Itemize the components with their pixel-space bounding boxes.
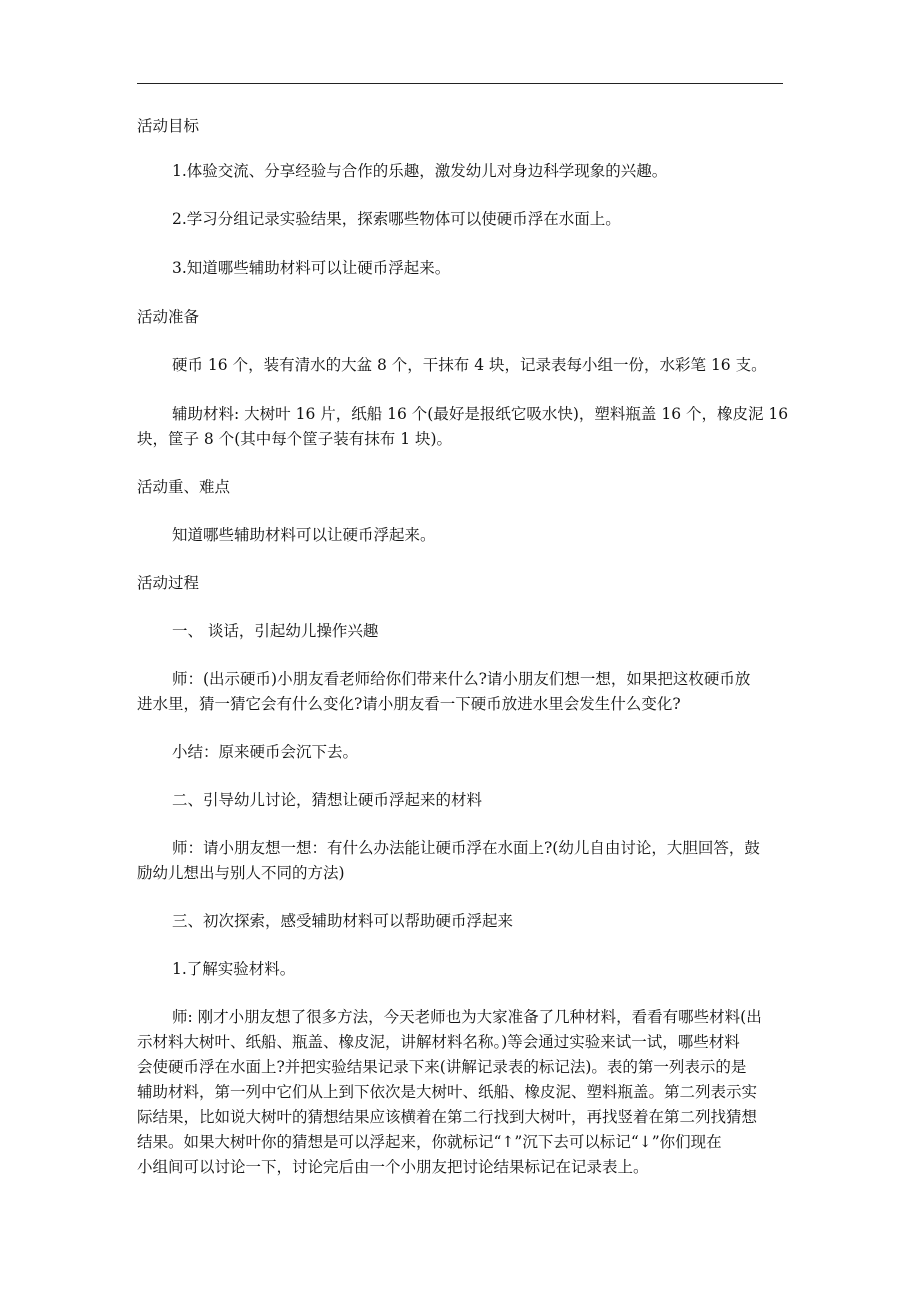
step3-line3: 会使硬币浮在水面上?并把实验结果记录下来(讲解记录表的标记法)。表的第一列表示的是 [137, 1058, 747, 1076]
goal-item-3: 3.知道哪些辅助材料可以让硬币浮起来。 [172, 259, 451, 277]
prep-item-2-line2: 块，筐子 8 个(其中每个筐子装有抹布 1 块)。 [137, 430, 453, 448]
prep-item-1: 硬币 16 个，装有清水的大盆 8 个，干抹布 4 块，记录表每小组一份，水彩笔 16 支。 [172, 356, 767, 374]
step2-line2: 励幼儿想出与别人不同的方法) [137, 864, 345, 882]
step1-summary: 小结：原来硬币会沉下去。 [172, 743, 359, 761]
step3-line1: 师: 刚才小朋友想了很多方法，今天老师也为大家准备了几种材料，看看有哪些材料(出 [172, 1008, 762, 1026]
step3-line2: 示材料大树叶、纸船、瓶盖、橡皮泥，讲解材料名称。)等会通过实验来试一试，哪些材料 [137, 1033, 740, 1051]
step3-title: 三、初次探索，感受辅助材料可以帮助硬币浮起来 [172, 912, 514, 930]
header-rule [137, 83, 783, 84]
step3-line5: 际结果，比如说大树叶的猜想结果应该横着在第二行找到大树叶，再找竖着在第二列找猜想 [137, 1108, 758, 1126]
step2-line1: 师：请小朋友想一想：有什么办法能让硬币浮在水面上?(幼儿自由讨论，大胆回答，鼓 [172, 839, 760, 857]
step1-title: 一、 谈话，引起幼儿操作兴趣 [172, 622, 379, 640]
step1-line2: 进水里，猜一猜它会有什么变化?请小朋友看一下硬币放进水里会发生什么变化? [137, 695, 681, 713]
step2-title: 二、引导幼儿讨论，猜想让硬币浮起来的材料 [172, 791, 483, 809]
section-title-goal: 活动目标 [137, 117, 200, 135]
goal-item-2: 2.学习分组记录实验结果，探索哪些物体可以使硬币浮在水面上。 [172, 210, 621, 228]
section-title-prep: 活动准备 [137, 308, 200, 326]
goal-item-1: 1.体验交流、分享经验与合作的乐趣，激发幼儿对身边科学现象的兴趣。 [172, 162, 668, 180]
key-text: 知道哪些辅助材料可以让硬币浮起来。 [172, 526, 436, 544]
section-title-process: 活动过程 [137, 574, 200, 592]
step3-line6: 结果。如果大树叶你的猜想是可以浮起来，你就标记“↑”沉下去可以标记“↓”你们现在 [137, 1133, 722, 1151]
prep-item-2-line1: 辅助材料: 大树叶 16 片，纸船 16 个(最好是报纸它吸水快)，塑料瓶盖 16 个，橡皮泥 16 [172, 405, 789, 423]
step3-line4: 辅助材料，第一列中它们从上到下依次是大树叶、纸船、橡皮泥、塑料瓶盖。第二列表示实 [137, 1083, 758, 1101]
step1-line1: 师：(出示硬币)小朋友看老师给你们带来什么?请小朋友们想一想，如果把这枚硬币放 [172, 670, 751, 688]
step3-sub: 1.了解实验材料。 [172, 960, 296, 978]
step3-line7: 小组间可以讨论一下，讨论完后由一个小朋友把讨论结果标记在记录表上。 [137, 1158, 649, 1176]
section-title-key: 活动重、难点 [137, 478, 231, 496]
